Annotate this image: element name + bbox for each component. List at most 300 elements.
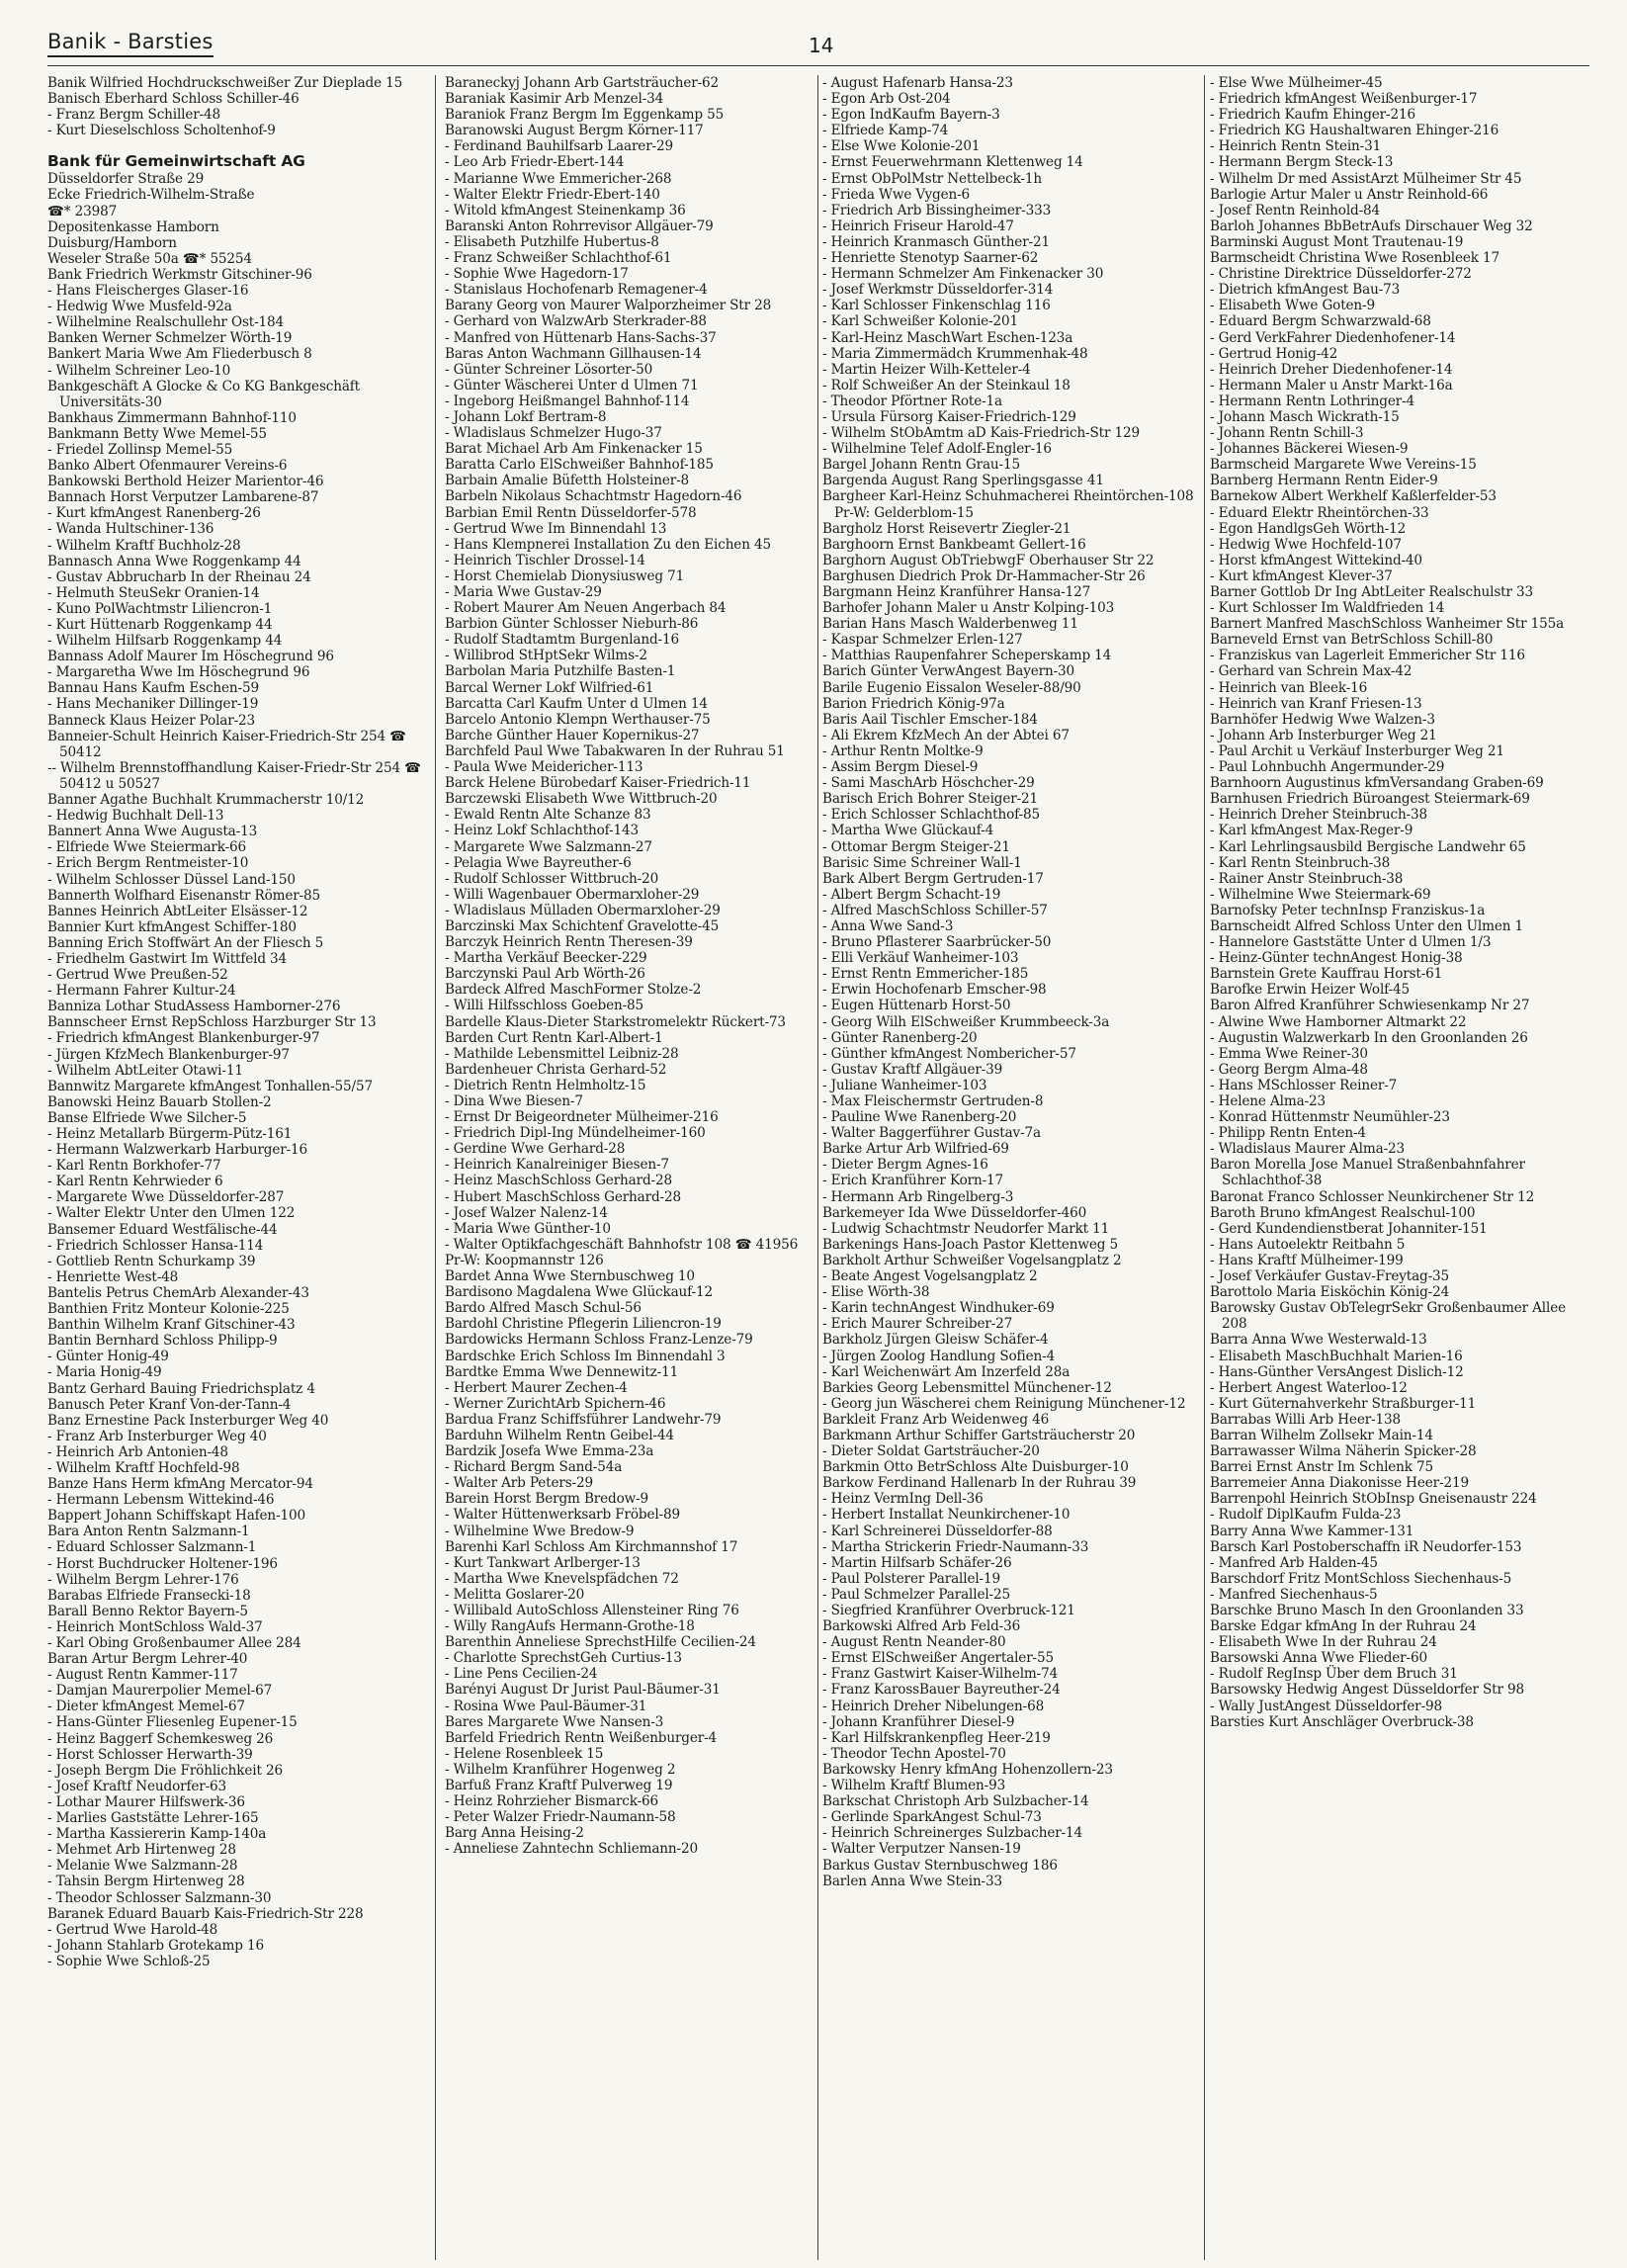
- directory-entry: - Elisabeth Wwe Goten-9: [1210, 298, 1375, 314]
- directory-entry: - Christine Direktrice Düsseldorfer-272: [1210, 266, 1472, 283]
- directory-entry: - Martha Verkäuf Beecker-229: [445, 950, 647, 967]
- directory-entry: - Josef Walzer Nalenz-14: [445, 1204, 608, 1221]
- directory-entry: Barghoorn Ernst Bankbeamt Gellert-16: [822, 536, 1086, 553]
- directory-entry: - Alwine Wwe Hamborner Altmarkt 22: [1210, 1013, 1467, 1030]
- directory-entry: - Dina Wwe Biesen-7: [445, 1093, 583, 1109]
- directory-entry: - Friedrich KG Haushaltwaren Ehinger-216: [1210, 123, 1499, 139]
- directory-entry: Barkow Ferdinand Hallenarb In der Ruhrau 39: [822, 1475, 1137, 1492]
- directory-entry: Baroth Bruno kfmAngest Realschul-100: [1210, 1204, 1476, 1221]
- directory-entry: - Heinrich Friseur Harold-47: [822, 218, 1014, 234]
- directory-entry: Banneck Klaus Heizer Polar-23: [47, 712, 256, 729]
- directory-entry: - Ernst ObPolMstr Nettelbeck-1h: [822, 170, 1042, 187]
- directory-entry: - Heinz-Günter technAngest Honig-38: [1210, 950, 1463, 967]
- directory-entry: - Egon HandlgsGeh Wörth-12: [1210, 520, 1407, 537]
- directory-entry: - Willy RangAufs Hermann-Grothe-18: [445, 1618, 695, 1635]
- directory-entry: - Philipp Rentn Enten-4: [1210, 1125, 1366, 1142]
- directory-entry: Barbeln Nikolaus Schachtmstr Hagedorn-46: [445, 488, 742, 505]
- directory-entry: - Wilhelm AbtLeiter Otawi-11: [47, 1062, 243, 1079]
- directory-entry: - Walter Baggerführer Gustav-7a: [822, 1125, 1041, 1142]
- directory-entry: - Kaspar Schmelzer Erlen-127: [822, 632, 1023, 649]
- directory-entry: Barrawasser Wilma Näherin Spicker-28: [1210, 1443, 1477, 1460]
- directory-entry: - Stanislaus Hochofenarb Remagener-4: [445, 282, 708, 299]
- directory-entry: - Hans-Günther VersAngest Dislich-12: [1210, 1363, 1464, 1380]
- directory-entry: Barkschat Christoph Arb Sulzbacher-14: [822, 1793, 1089, 1810]
- directory-entry: - Friedrich Schlosser Hansa-114: [47, 1237, 264, 1254]
- directory-entry: - Georg jun Wäscherei chem Reinigung Münchener-12: [822, 1395, 1186, 1412]
- directory-entry: - Gerdine Wwe Gerhard-28: [445, 1141, 626, 1158]
- directory-entry: - Kurt Dieselschloss Scholtenhof-9: [47, 123, 276, 139]
- directory-entry: Bappert Johann Schiffskapt Hafen-100: [47, 1508, 305, 1525]
- directory-entry: - Mehmet Arb Hirtenweg 28: [47, 1842, 236, 1859]
- directory-entry: - Walter Elektr Friedr-Ebert-140: [445, 186, 660, 203]
- directory-entry: Bannau Hans Kaufm Eschen-59: [47, 680, 259, 697]
- directory-entry: - Ernst Rentn Emmericher-185: [822, 966, 1029, 983]
- directory-entry: - Elfriede Wwe Steiermark-66: [47, 839, 247, 856]
- directory-entry: - Matthias Raupenfahrer Scheperskamp 14: [822, 648, 1112, 664]
- directory-entry: - Charlotte SprechstGeh Curtius-13: [445, 1650, 682, 1667]
- directory-entry: - Henriette Stenotyp Saarner-62: [822, 250, 1039, 267]
- column-divider: [1204, 75, 1205, 2260]
- directory-entry: Baraniok Franz Bergm Im Eggenkamp 55: [445, 107, 725, 124]
- directory-column-4: [1210, 75, 1587, 2260]
- directory-entry: Barche Günther Hauer Kopernikus-27: [445, 727, 700, 743]
- directory-entry: - Ernst Dr Beigeordneter Mülheimer-216: [445, 1109, 719, 1126]
- directory-entry: - Hans Mechaniker Dillinger-19: [47, 696, 259, 713]
- directory-entry: - Josef Verkäufer Gustav-Freytag-35: [1210, 1268, 1450, 1285]
- directory-entry: Barneveld Ernst van BetrSchloss Schill-80: [1210, 632, 1494, 649]
- directory-entry: Barsties Kurt Anschläger Overbruck-38: [1210, 1713, 1474, 1730]
- directory-entry: - Kuno PolWachtmstr Liliencron-1: [47, 600, 273, 617]
- directory-entry: Barsowsky Hedwig Angest Düsseldorfer Str 98: [1210, 1682, 1525, 1699]
- directory-entry: - Wilhelmine Telef Adolf-Engler-16: [822, 441, 1052, 458]
- directory-entry: Barra Anna Wwe Westerwald-13: [1210, 1332, 1427, 1349]
- directory-entry: Barmscheid Margarete Wwe Vereins-15: [1210, 457, 1477, 474]
- directory-entry: - Karl Schweißer Kolonie-201: [822, 313, 1018, 330]
- directory-entry: Barczynski Paul Arb Wörth-26: [445, 966, 645, 983]
- directory-entry: Baronat Franco Schlosser Neunkirchener Str 12: [1210, 1188, 1535, 1205]
- directory-entry: - Hans-Günter Fliesenleg Eupener-15: [47, 1714, 298, 1731]
- directory-entry: - August Hafenarb Hansa-23: [822, 75, 1013, 91]
- directory-entry: - Rudolf Stadtamtm Burgenland-16: [445, 632, 679, 649]
- directory-entry: Bansemer Eduard Westfälische-44: [47, 1221, 278, 1238]
- directory-entry: - Wilhelm StObAmtm aD Kais-Friedrich-Str 129: [822, 425, 1140, 442]
- directory-entry: - Johann Arb Insterburger Weg 21: [1210, 727, 1437, 743]
- directory-entry: - Hermann Fahrer Kultur-24: [47, 983, 236, 1000]
- directory-entry: - Gerhard van Schrein Max-42: [1210, 663, 1413, 680]
- directory-entry: - Heinz MaschSchloss Gerhard-28: [445, 1173, 672, 1189]
- directory-entry: - Theodor Techn Apostel-70: [822, 1745, 1006, 1762]
- directory-entry: Barnert Manfred MaschSchloss Wanheimer Str 155a: [1210, 616, 1565, 633]
- directory-entry: Baris Aail Tischler Emscher-184: [822, 711, 1038, 728]
- directory-entry: Bardisono Magdalena Wwe Glückauf-12: [445, 1284, 713, 1301]
- directory-entry: - Mathilde Lebensmittel Leibniz-28: [445, 1045, 679, 1062]
- directory-entry: - Johann Kranführer Diesel-9: [822, 1713, 1015, 1730]
- directory-entry: - Wilhelm Schlosser Düssel Land-150: [47, 871, 296, 888]
- page-number: 14: [809, 34, 834, 57]
- directory-entry: - Hermann Walzwerkarb Harburger-16: [47, 1142, 308, 1159]
- directory-entry: - Line Pens Cecilien-24: [445, 1666, 598, 1683]
- directory-entry: Bannier Kurt kfmAngest Schiffer-180: [47, 918, 297, 935]
- directory-entry: - Anneliese Zahntechn Schliemann-20: [445, 1841, 698, 1858]
- directory-entry: Barbain Amalie Büfetth Holsteiner-8: [445, 473, 690, 489]
- directory-entry: - Ursula Fürsorg Kaiser-Friedrich-129: [822, 408, 1076, 425]
- directory-entry: - Karl Hilfskrankenpfleg Heer-219: [822, 1729, 1051, 1746]
- directory-entry: Bardowicks Hermann Schloss Franz-Lenze-79: [445, 1332, 753, 1349]
- directory-entry: - Sami MaschArb Höschcher-29: [822, 775, 1035, 792]
- directory-entry: - Hubert MaschSchloss Gerhard-28: [445, 1188, 681, 1205]
- directory-entry: Barchfeld Paul Wwe Tabakwaren In der Ruhrau 51: [445, 742, 785, 759]
- directory-entry: - Manfred von Hüttenarb Hans-Sachs-37: [445, 329, 717, 346]
- directory-entry: - Pauline Wwe Ranenberg-20: [822, 1109, 1017, 1126]
- directory-entry: - Margarete Wwe Düsseldorfer-287: [47, 1189, 285, 1206]
- directory-entry: Barnhusen Friedrich Büroangest Steiermark-69: [1210, 791, 1530, 808]
- directory-entry: Barczinski Max Schichtenf Gravelotte-45: [445, 917, 720, 934]
- directory-entry: - Karl kfmAngest Max-Reger-9: [1210, 823, 1413, 839]
- directory-entry: - Friedrich Arb Bissingheimer-333: [822, 202, 1052, 218]
- directory-entry: Bargheer Karl-Heinz Schuhmacherei Rheintörchen-108 Pr-W: Gelderblom-15: [822, 488, 1194, 521]
- directory-entry: - Erich Maurer Schreiber-27: [822, 1316, 1013, 1333]
- directory-entry: Barisch Erich Bohrer Steiger-21: [822, 791, 1039, 808]
- directory-entry: Barnscheidt Alfred Schloss Unter den Ulmen 1: [1210, 917, 1524, 934]
- directory-entry: Barschke Bruno Masch In den Groonlanden 33: [1210, 1603, 1524, 1618]
- directory-entry: - Rosina Wwe Paul-Bäumer-31: [445, 1698, 647, 1714]
- directory-entry: Barcal Werner Lokf Wilfried-61: [445, 679, 654, 696]
- directory-entry: - Egon IndKaufm Bayern-3: [822, 107, 1000, 124]
- directory-entry: Bankmann Betty Wwe Memel-55: [47, 425, 267, 442]
- directory-entry: - Heinrich van Bleek-16: [1210, 679, 1368, 696]
- directory-entry: - Kurt Güternahverkehr Straßburger-11: [1210, 1395, 1477, 1412]
- directory-entry: - Konrad Hüttenmstr Neumühler-23: [1210, 1109, 1450, 1126]
- directory-entry: Banusch Peter Kranf Von-der-Tann-4: [47, 1396, 292, 1413]
- directory-entry: - Gerd Kundendienstberat Johanniter-151: [1210, 1220, 1488, 1237]
- directory-entry: Barsowski Anna Wwe Flieder-60: [1210, 1650, 1427, 1667]
- directory-entry: Barrabas Willi Arb Heer-138: [1210, 1411, 1402, 1428]
- directory-entry: Barkmin Otto BetrSchloss Alte Duisburger-10: [822, 1459, 1129, 1476]
- directory-entry: - Albert Bergm Schacht-19: [822, 886, 1001, 903]
- directory-entry: - Horst kfmAngest Wittekind-40: [1210, 552, 1422, 568]
- directory-entry: Banthien Fritz Monteur Kolonie-225: [47, 1301, 290, 1318]
- directory-entry: - Heinrich Kranmasch Günther-21: [822, 233, 1050, 250]
- directory-entry: - Heinrich Dreher Steinbruch-38: [1210, 807, 1427, 824]
- directory-entry: Barnekow Albert Werkhelf Kaßlerfelder-53: [1210, 488, 1497, 505]
- directory-entry: Barian Hans Masch Walderbenweg 11: [822, 616, 1078, 633]
- directory-entry: - Arthur Rentn Moltke-9: [822, 742, 984, 759]
- directory-entry: Barkenings Hans-Joach Pastor Klettenweg 5: [822, 1236, 1118, 1253]
- directory-entry: - Herbert Maurer Zechen-4: [445, 1379, 628, 1396]
- directory-entry: Baras Anton Wachmann Gillhausen-14: [445, 345, 702, 362]
- directory-entry: Barghorn August ObTriebwgF Oberhauser Str 22: [822, 552, 1155, 568]
- directory-entry: - Herbert Installat Neunkirchener-10: [822, 1507, 1070, 1524]
- directory-entry: - Maria Wwe Gustav-29: [445, 584, 602, 600]
- directory-entry: - Josef Werkmstr Düsseldorfer-314: [822, 282, 1054, 299]
- directory-entry: - Hermann Rentn Lothringer-4: [1210, 393, 1415, 409]
- directory-entry: - Melitta Goslarer-20: [445, 1586, 585, 1603]
- directory-entry: Baron Alfred Kranführer Schwiesenkamp Nr 27: [1210, 998, 1530, 1014]
- directory-entry: - Alfred MaschSchloss Schiller-57: [822, 902, 1048, 918]
- directory-entry: Barbion Günter Schlosser Nieburh-86: [445, 616, 699, 633]
- directory-entry: - Werner ZurichtArb Spichern-46: [445, 1395, 666, 1412]
- directory-entry: Baratta Carlo ElSchweißer Bahnhof-185: [445, 457, 714, 474]
- directory-entry: Barfeld Friedrich Rentn Weißenburger-4: [445, 1729, 718, 1746]
- directory-entry: Bara Anton Rentn Salzmann-1: [47, 1524, 250, 1540]
- directory-entry: Ecke Friedrich-Wilhelm-Straße: [47, 187, 255, 204]
- directory-entry: - Hannelore Gaststätte Unter d Ulmen 1/3: [1210, 934, 1492, 951]
- directory-entry: - Johannes Bäckerei Wiesen-9: [1210, 441, 1409, 458]
- directory-entry: Banowski Heinz Bauarb Stollen-2: [47, 1093, 272, 1110]
- directory-entry: Barck Helene Bürobedarf Kaiser-Friedrich-11: [445, 775, 751, 792]
- directory-entry: - Willi Hilfsschloss Goeben-85: [445, 998, 644, 1014]
- directory-entry: - Beate Angest Vogelsangplatz 2: [822, 1268, 1038, 1285]
- directory-entry: - Gertrud Wwe Im Binnendahl 13: [445, 520, 667, 537]
- directory-entry: - Marlies Gaststätte Lehrer-165: [47, 1810, 259, 1827]
- directory-entry: - August Rentn Neander-80: [822, 1634, 1006, 1651]
- directory-entry: - Dietrich kfmAngest Bau-73: [1210, 282, 1401, 299]
- directory-entry: - Eduard Schlosser Salzmann-1: [47, 1539, 257, 1556]
- directory-entry: - Eugen Hüttenarb Horst-50: [822, 998, 1011, 1014]
- directory-entry: Barry Anna Wwe Kammer-131: [1210, 1523, 1414, 1539]
- directory-entry: Barnhöfer Hedwig Wwe Walzen-3: [1210, 711, 1435, 728]
- directory-entry: - Heinrich van Kranf Friesen-13: [1210, 695, 1422, 712]
- directory-entry: - Wally JustAngest Düsseldorfer-98: [1210, 1698, 1442, 1714]
- directory-entry: - Wladislaus Schmelzer Hugo-37: [445, 425, 662, 442]
- directory-entry: - Paul Schmelzer Parallel-25: [822, 1586, 1010, 1603]
- directory-entry: Bannes Heinrich AbtLeiter Elsässer-12: [47, 903, 308, 919]
- directory-entry: Bannass Adolf Maurer Im Höschegrund 96: [47, 649, 334, 665]
- directory-entry: Bargmann Heinz Kranführer Hansa-127: [822, 584, 1091, 600]
- directory-entry: Barbolan Maria Putzhilfe Basten-1: [445, 663, 676, 680]
- directory-entry: - Jürgen KfzMech Blankenburger-97: [47, 1046, 290, 1063]
- directory-entry: Banze Hans Herm kfmAng Mercator-94: [47, 1476, 313, 1493]
- directory-entry: - Heinz Baggerf Schemkesweg 26: [47, 1730, 274, 1747]
- directory-entry: - Karl Schlosser Finkenschlag 116: [822, 298, 1051, 314]
- directory-entry: - Ferdinand Bauhilfsarb Laarer-29: [445, 138, 673, 155]
- directory-entry: Barschdorf Fritz MontSchloss Siechenhaus-5: [1210, 1570, 1512, 1587]
- directory-entry: - Ernst ElSchweißer Angertaler-55: [822, 1650, 1054, 1667]
- directory-entry: - Ali Ekrem KfzMech An der Abtei 67: [822, 727, 1070, 743]
- directory-entry: - Lothar Maurer Hilfswerk-36: [47, 1793, 245, 1810]
- directory-entry: Banko Albert Ofenmaurer Vereins-6: [47, 458, 288, 475]
- directory-entry: - Manfred Arb Halden-45: [1210, 1554, 1378, 1571]
- directory-entry: Barcelo Antonio Klempn Werthauser-75: [445, 711, 711, 728]
- directory-entry: - Franziskus van Lagerleit Emmericher Str 116: [1210, 648, 1525, 664]
- directory-entry: - Georg Wilh ElSchweißer Krummbeeck-3a: [822, 1013, 1110, 1030]
- directory-entry: Barein Horst Bergm Bredow-9: [445, 1491, 649, 1508]
- directory-entry: - Josef Rentn Reinhold-84: [1210, 202, 1381, 218]
- directory-entry: - Bruno Pflasterer Saarbrücker-50: [822, 934, 1052, 951]
- directory-entry: Baranowski August Bergm Körner-117: [445, 123, 704, 139]
- directory-entry: - Assim Bergm Diesel-9: [822, 759, 979, 776]
- directory-entry: -- Wilhelm Brennstoffhandlung Kaiser-Friedr-Str 254 ☎ 50412 u 50527: [47, 759, 421, 792]
- directory-entry: - Günter Ranenberg-20: [822, 1029, 978, 1046]
- directory-entry: - Elli Verkäuf Wanheimer-103: [822, 950, 1019, 967]
- directory-entry: - Joseph Bergm Die Fröhlichkeit 26: [47, 1762, 283, 1779]
- directory-entry: Bankert Maria Wwe Am Fliederbusch 8: [47, 346, 312, 363]
- directory-entry: Banner Agathe Buchhalt Krummacherstr 10/12: [47, 792, 365, 809]
- directory-heading: Bank für Gemeinwirtschaft AG: [47, 152, 305, 171]
- directory-entry: - Georg Bergm Alma-48: [1210, 1061, 1368, 1078]
- directory-entry: - Maria Honig-49: [47, 1364, 162, 1381]
- directory-entry: - Gottlieb Rentn Schurkamp 39: [47, 1253, 256, 1269]
- directory-entry: - Franz Gastwirt Kaiser-Wilhelm-74: [822, 1666, 1059, 1683]
- directory-column-3: [822, 75, 1200, 2260]
- directory-entry: - Johann Masch Wickrath-15: [1210, 408, 1400, 425]
- directory-entry: - Hermann Bergm Steck-13: [1210, 154, 1394, 171]
- directory-entry: ☎* 23987: [47, 203, 118, 219]
- directory-entry: - Gerd VerkFahrer Diedenhofener-14: [1210, 329, 1456, 346]
- directory-entry: Bardelle Klaus-Dieter Starkstromelektr Rückert-73: [445, 1013, 786, 1030]
- directory-entry: - Paula Wwe Meidericher-113: [445, 759, 643, 776]
- directory-entry: Barenhi Karl Schloss Am Kirchmannshof 17: [445, 1538, 738, 1555]
- directory-entry: - Günter Schreiner Lösorter-50: [445, 361, 653, 378]
- directory-entry: - Willibrod StHptSekr Wilms-2: [445, 648, 647, 664]
- directory-entry: Barkholt Arthur Schweißer Vogelsangplatz 2: [822, 1252, 1122, 1268]
- directory-entry: Bark Albert Bergm Gertruden-17: [822, 870, 1044, 887]
- directory-entry: Bargenda August Rang Sperlingsgasse 41: [822, 473, 1104, 489]
- directory-entry: - Gerlinde SparkAngest Schul-73: [822, 1809, 1042, 1826]
- directory-entry: - Karl Rentn Steinbruch-38: [1210, 854, 1391, 871]
- directory-entry: - Friedrich kfmAngest Blankenburger-97: [47, 1030, 320, 1047]
- directory-entry: - Martin Heizer Wilh-Ketteler-4: [822, 361, 1031, 378]
- directory-entry: - Walter Verputzer Nansen-19: [822, 1841, 1021, 1858]
- directory-entry: - Elfriede Kamp-74: [822, 123, 949, 139]
- directory-column-1: [47, 75, 425, 2260]
- directory-entry: - Karl Rentn Kehrwieder 6: [47, 1174, 223, 1190]
- directory-entry: Bannasch Anna Wwe Roggenkamp 44: [47, 553, 301, 569]
- directory-entry: - Emma Wwe Reiner-30: [1210, 1045, 1368, 1062]
- directory-entry: - Martin Hilfsarb Schäfer-26: [822, 1554, 1012, 1571]
- directory-entry: Barghusen Diedrich Prok Dr-Hammacher-Str 26: [822, 567, 1146, 584]
- directory-entry: - Hans Autoelektr Reitbahn 5: [1210, 1236, 1406, 1253]
- directory-entry: Bardo Alfred Masch Schul-56: [445, 1300, 642, 1317]
- directory-entry: - Siegfried Kranführer Overbruck-121: [822, 1603, 1075, 1618]
- directory-entry: - Else Wwe Mülheimer-45: [1210, 75, 1383, 91]
- directory-entry: Bardzik Josefa Wwe Emma-23a: [445, 1443, 654, 1460]
- directory-entry: - Ewald Rentn Alte Schanze 83: [445, 807, 651, 824]
- directory-entry: - Kurt Hüttenarb Roggenkamp 44: [47, 617, 273, 633]
- directory-entry: - Jürgen Zoolog Handlung Sofien-4: [822, 1348, 1056, 1364]
- directory-entry: - Elisabeth MaschBuchhalt Marien-16: [1210, 1348, 1463, 1364]
- directory-entry: - Kurt Tankwart Arlberger-13: [445, 1554, 641, 1571]
- directory-entry: Bannscheer Ernst RepSchloss Harzburger Str 13: [47, 1014, 377, 1031]
- directory-entry: - Martha Wwe Knevelspfädchen 72: [445, 1570, 679, 1587]
- directory-entry: - Horst Chemielab Dionysiusweg 71: [445, 567, 685, 584]
- directory-entry: - Heinz Metallarb Bürgerm-Pütz-161: [47, 1126, 293, 1142]
- directory-entry: - Wladislaus Mülladen Obermarxloher-29: [445, 902, 721, 918]
- directory-entry: Baranek Eduard Bauarb Kais-Friedrich-Str 228: [47, 1905, 364, 1922]
- directory-entry: Barden Curt Rentn Karl-Albert-1: [445, 1029, 663, 1046]
- directory-entry: Baran Artur Bergm Lehrer-40: [47, 1651, 248, 1668]
- directory-entry: Barminski August Mont Trautenau-19: [1210, 233, 1464, 250]
- directory-entry: - Friedel Zollinsp Memel-55: [47, 441, 233, 458]
- directory-entry: Barkmann Arthur Schiffer Gartsträucherstr 20: [822, 1427, 1136, 1443]
- directory-entry: - Elisabeth Putzhilfe Hubertus-8: [445, 233, 659, 250]
- directory-entry: Banthin Wilhelm Kranf Gitschiner-43: [47, 1317, 296, 1334]
- directory-entry: - Paul Archit u Verkäuf Insterburger Weg 21: [1210, 742, 1504, 759]
- directory-entry: - Günter Honig-49: [47, 1349, 169, 1365]
- directory-entry: - Hans Kraftf Mülheimer-199: [1210, 1252, 1404, 1268]
- directory-entry: - Hans MSchlosser Reiner-7: [1210, 1077, 1398, 1093]
- directory-entry: - Rudolf RegInsp Über dem Bruch 31: [1210, 1666, 1458, 1683]
- directory-entry: - Wladislaus Maurer Alma-23: [1210, 1141, 1406, 1158]
- directory-entry: - Martha Wwe Glückauf-4: [822, 823, 994, 839]
- directory-entry: Barmscheidt Christina Wwe Rosenbleek 17: [1210, 250, 1499, 267]
- directory-entry: Barner Gottlob Dr Ing AbtLeiter Realschulstr 33: [1210, 584, 1534, 600]
- directory-entry: - Wilhelmine Wwe Bredow-9: [445, 1523, 635, 1539]
- directory-entry: Barany Georg von Maurer Walporzheimer Str 28: [445, 298, 772, 314]
- directory-entry: Barion Friedrich König-97a: [822, 695, 1005, 712]
- directory-entry: - Horst Schlosser Herwarth-39: [47, 1746, 253, 1763]
- directory-entry: - Karl-Heinz MaschWart Eschen-123a: [822, 329, 1073, 346]
- directory-entry: - Gertrud Honig-42: [1210, 345, 1338, 362]
- directory-entry: - Dietrich Rentn Helmholtz-15: [445, 1077, 646, 1093]
- directory-entry: - Juliane Wanheimer-103: [822, 1077, 987, 1093]
- directory-entry: - Heinrich MontSchloss Wald-37: [47, 1618, 263, 1635]
- directory-entry: - Theodor Pförtner Rote-1a: [822, 393, 1002, 409]
- directory-entry: - Rudolf Schlosser Wittbruch-20: [445, 870, 659, 887]
- directory-entry: - Franz Schweißer Schlachthof-61: [445, 250, 672, 267]
- directory-entry: Banz Ernestine Pack Insterburger Weg 40: [47, 1412, 329, 1429]
- directory-entry: Barényi August Dr Jurist Paul-Bäumer-31: [445, 1682, 721, 1699]
- directory-entry: - Maria Zimmermädch Krummenhak-48: [822, 345, 1088, 362]
- column-divider: [435, 75, 436, 2260]
- directory-entry: - Franz Arb Insterburger Weg 40: [47, 1428, 267, 1444]
- directory-entry: - Rainer Anstr Steinbruch-38: [1210, 870, 1404, 887]
- directory-entry: - Wilhelm Kraftf Blumen-93: [822, 1778, 1006, 1794]
- directory-entry: - Heinrich Dreher Nibelungen-68: [822, 1698, 1045, 1714]
- directory-entry: - Karl Schreinerei Düsseldorfer-88: [822, 1523, 1053, 1539]
- directory-entry: - Helene Rosenbleek 15: [445, 1745, 604, 1762]
- directory-entry: - Johann Lokf Bertram-8: [445, 408, 607, 425]
- directory-entry: - Rolf Schweißer An der Steinkaul 18: [822, 377, 1070, 393]
- directory-entry: - August Rentn Kammer-117: [47, 1667, 238, 1684]
- directory-entry: - Hermann Lebensm Wittekind-46: [47, 1492, 275, 1509]
- directory-entry: Barduhn Wilhelm Rentn Geibel-44: [445, 1427, 674, 1443]
- directory-entry: - Heinz VermIng Dell-36: [822, 1491, 984, 1508]
- directory-entry: Barcatta Carl Kaufm Unter d Ulmen 14: [445, 695, 708, 712]
- directory-columns: [47, 75, 1591, 2260]
- directory-entry: Banneier-Schult Heinrich Kaiser-Friedrich-Str 254 ☎ 50412: [47, 728, 406, 760]
- directory-entry: Barlen Anna Wwe Stein-33: [822, 1873, 1002, 1889]
- directory-entry: - Walter Hüttenwerksarb Fröbel-89: [445, 1507, 680, 1524]
- directory-entry: Baraniak Kasimir Arb Menzel-34: [445, 91, 664, 108]
- directory-entry: - Pelagia Wwe Bayreuther-6: [445, 854, 632, 871]
- directory-entry: - Gustav Kraftf Allgäuer-39: [822, 1061, 1003, 1078]
- directory-entry: Barile Eugenio Eissalon Weseler-88/90: [822, 679, 1081, 696]
- directory-entry: - Günther kfmAngest Nombericher-57: [822, 1045, 1076, 1062]
- directory-entry: - Hermann Arb Ringelberg-3: [822, 1188, 1014, 1205]
- directory-entry: - Heinrich Kanalreiniger Biesen-7: [445, 1157, 669, 1174]
- directory-entry: - Melanie Wwe Salzmann-28: [47, 1858, 238, 1875]
- directory-entry: - Martha Kassiererin Kamp-140a: [47, 1826, 267, 1843]
- directory-entry: Depositenkasse Hamborn: [47, 218, 219, 235]
- directory-entry: - Willibald AutoSchloss Allensteiner Ring 76: [445, 1603, 739, 1618]
- directory-entry: - Wilhelm Hilfsarb Roggenkamp 44: [47, 633, 283, 650]
- directory-entry: Barczewski Elisabeth Wwe Wittbruch-20: [445, 791, 718, 808]
- directory-entry: - Eduard Elektr Rheintörchen-33: [1210, 504, 1429, 521]
- directory-entry: - Wilhelmine Realschullehr Ost-184: [47, 314, 285, 331]
- directory-entry: - Hedwig Buchhalt Dell-13: [47, 808, 224, 825]
- directory-entry: - Franz KarossBauer Bayreuther-24: [822, 1682, 1061, 1699]
- directory-entry: - Friedhelm Gastwirt Im Wittfeld 34: [47, 950, 288, 967]
- directory-entry: Bardschke Erich Schloss Im Binnendahl 3: [445, 1348, 726, 1364]
- directory-entry: - Willi Wagenbauer Obermarxloher-29: [445, 886, 700, 903]
- directory-entry: - Witold kfmAngest Steinenkamp 36: [445, 202, 686, 218]
- directory-entry: - Josef Kraftf Neudorfer-63: [47, 1778, 227, 1794]
- directory-column-2: [445, 75, 822, 2260]
- directory-entry: Weseler Straße 50a ☎* 55254: [47, 250, 252, 267]
- directory-entry: - Helene Alma-23: [1210, 1093, 1326, 1109]
- directory-entry: - Karl Rentn Borkhofer-77: [47, 1158, 221, 1175]
